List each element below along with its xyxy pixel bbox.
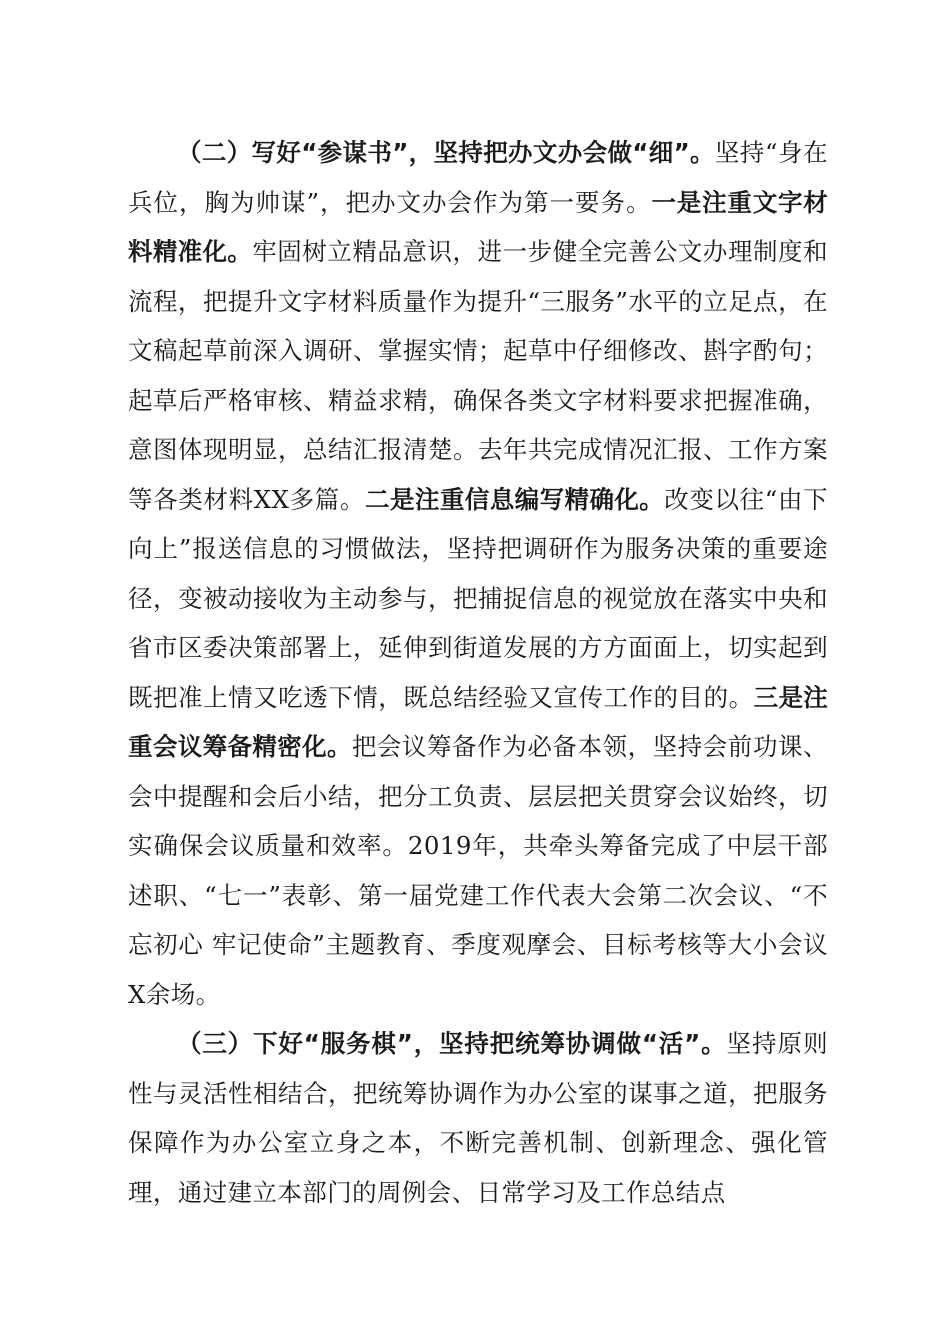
point-three-heading: 三是注重会议筹备精密化。 [128,682,828,761]
paragraph-text: 坚持“身在兵位，胸为帅谋”，把办文办会作为第一要务。 [128,138,828,217]
paragraph-text: 坚持原则性与灵活性相结合，把统筹协调作为办公室的谋事之道，把服务保障作为办公室立身之本，不断完善机制、创新理念、强化管理，通过建立本部门的周例会、日常学习及工作总结点 [128,1029,828,1207]
point-one-heading: 一是注重文字材料精准化。 [128,187,828,266]
body-text [128,128,828,1217]
section-two-heading: （二）写好“参谋书”，坚持把办文办会做“细”。 [177,138,715,167]
point-two-heading: 二是注重信息编写精确化。 [365,484,665,514]
paragraph-text: 改变以往“由下向上”报送信息的习惯做法，坚持把调研作为服务决策的重要途径，变被动接收为主动参与，把捕捉信息的视觉放在落实中央和省市区委决策部署上，延伸到街道发展的方方面面上，切实起到既把准上情又吃透下情，既总结经验又宣传工作的目的。 [128,484,828,712]
paragraph-section-two [128,128,828,1019]
paragraph-text: 把会议筹备作为必备本领，坚持会前功课、会中提醒和会后小结，把分工负责、层层把关贯穿会议始终，切实确保会议质量和效率。2019年，共牵头筹备完成了中层干部述职、“七一”表彰、第一届党建工作代表大会第二次会议、“不忘初心 牢记使命”主题教育、季度观摩会、目标考核等大小会议X余场。 [128,732,828,1009]
paragraph-section-three [128,1019,828,1217]
section-three-heading: （三）下好“服务棋”，坚持把统筹协调做“活”。 [177,1029,727,1058]
paragraph-text: 牢固树立精品意识，进一步健全完善公文办理制度和流程，把提升文字材料质量作为提升“三服务”水平的立足点，在文稿起草前深入调研、掌握实情；起草中仔细修改、斟字酌句；起草后严格审核、精益求精，确保各类文字材料要求把握准确，意图体现明显，总结汇报清楚。去年共完成情况汇报、工作方案等各类材料XX多篇。 [128,237,828,514]
